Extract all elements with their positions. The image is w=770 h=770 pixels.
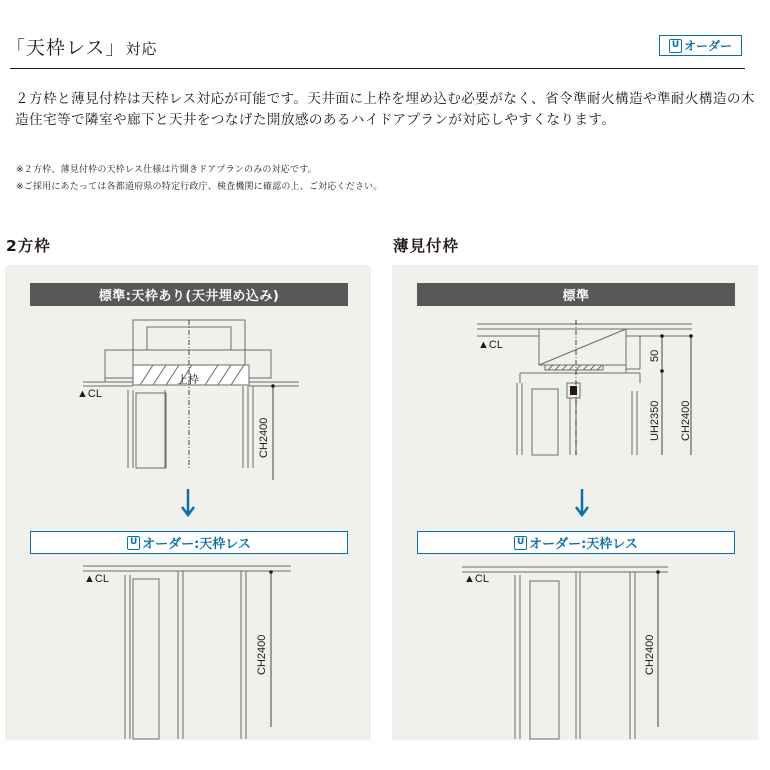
u-order-icon: U xyxy=(514,536,527,550)
order-label-text: オーダー:天枠レス xyxy=(529,537,638,552)
dimension-dot xyxy=(271,384,275,388)
arrow-down-icon xyxy=(178,487,198,519)
order-label-text: オーダー:天枠レス xyxy=(142,537,251,552)
arrow-down-icon xyxy=(572,487,592,519)
u-order-icon: U xyxy=(127,536,140,550)
head-frame-label: 上枠 xyxy=(177,374,199,386)
dimension-dot xyxy=(269,570,273,574)
title-suffix: 対応 xyxy=(125,40,158,58)
order-badge-label: オーダー xyxy=(683,39,732,53)
title-main: 「天枠レス」 xyxy=(6,37,126,59)
note-2: ※ご採用にあたっては各都道府県の特定行政庁、検査機関に確認の上、ご対応ください。 xyxy=(16,182,383,192)
ch-order-label: CH2400 xyxy=(256,634,268,675)
page-title xyxy=(6,33,157,60)
description-text: ２方枠と薄見付枠は天枠レス対応が可能です。天井面に上枠を埋め込む必要がなく、省令準耐火構造や準耐火構造の木造住宅等で隣室や廊下と天井をつなげた開放感のあるハイドアプランが対応しやすくなります。 xyxy=(15,91,755,128)
cl-label: ▲CL xyxy=(77,388,102,400)
panel-thin-frame xyxy=(392,265,758,740)
dimension-dot xyxy=(660,369,664,373)
order-label-bar xyxy=(30,531,348,554)
note-1: ※２方枠、薄見付枠の天枠レス仕様は片開きドアプランのみの対応です。 xyxy=(16,165,317,175)
uh-label: UH2350 xyxy=(649,400,661,441)
standard-label-bar: 標準 xyxy=(417,283,735,306)
cl-label: ▲CL xyxy=(478,339,503,351)
order-label-bar xyxy=(417,531,735,554)
panel-two-way-frame xyxy=(5,265,371,740)
dimension-dot xyxy=(689,334,693,338)
order-badge xyxy=(659,35,742,56)
cl-order-label: ▲CL xyxy=(464,573,489,585)
dimension-dot xyxy=(656,570,660,574)
ch-label: CH2400 xyxy=(680,400,692,441)
header-divider xyxy=(10,68,745,69)
u-order-icon: U xyxy=(669,39,682,53)
dimension-dot xyxy=(660,334,664,338)
order-thin-frame-section xyxy=(462,567,668,739)
ch-label: CH2400 xyxy=(258,417,270,458)
section-title-two-way-frame: 2方枠 xyxy=(6,237,51,255)
standard-label-bar: 標準:天枠あり(天井埋め込み) xyxy=(30,283,348,306)
section-title-thin-frame: 薄見付枠 xyxy=(393,237,460,255)
ch-order-label: CH2400 xyxy=(644,634,656,675)
cl-order-label: ▲CL xyxy=(84,573,109,585)
dim-50-label: 50 xyxy=(649,349,661,362)
